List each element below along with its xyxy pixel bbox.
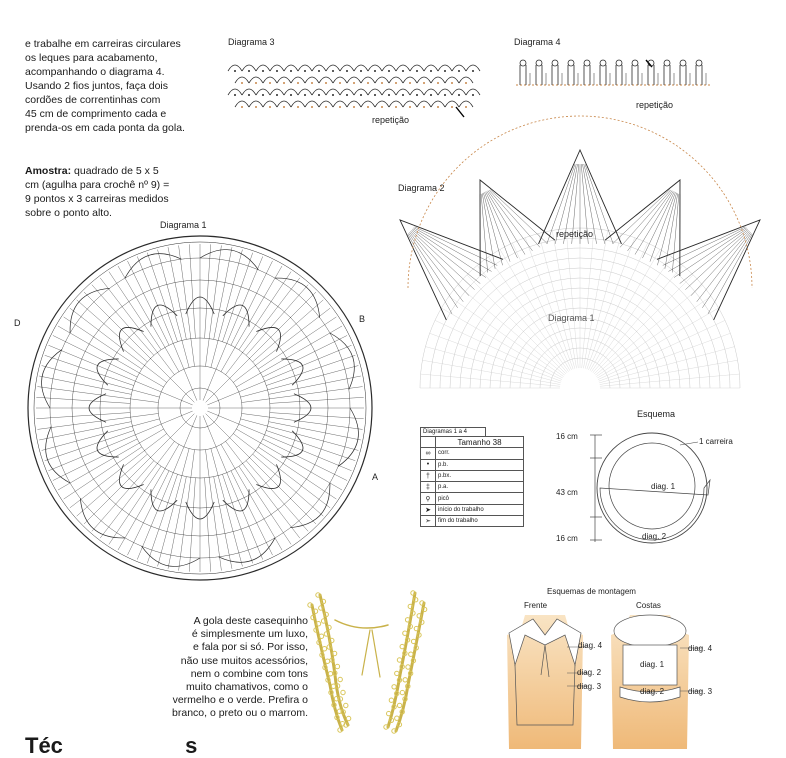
diagram3-title: Diagrama 3 — [228, 37, 275, 47]
legend-label: início do trabalho — [436, 504, 524, 515]
legend-label: p.bx. — [436, 470, 524, 481]
legend-label: picô — [436, 493, 524, 504]
diagram1-chart — [20, 228, 380, 588]
diagram2-chart — [390, 150, 770, 390]
back-diag2-label: diag. 2 — [640, 687, 664, 696]
legend-symbol: ∞ — [421, 448, 436, 459]
legend-row — [421, 459, 524, 470]
diagram4-title: Diagrama 4 — [514, 37, 561, 47]
back-diag3-label: diag. 3 — [688, 687, 712, 696]
front-diag3-label: diag. 3 — [577, 682, 601, 691]
legend-symbol-col-empty — [421, 437, 436, 448]
legend-label: p.b. — [436, 459, 524, 470]
diagram4-chart — [516, 55, 716, 100]
legend-symbol: ➣ — [421, 516, 436, 527]
esquema-dim-bottom: 16 cm — [556, 534, 578, 543]
legend-symbol: ϙ — [421, 493, 436, 504]
legend-row — [421, 448, 524, 459]
back-diag1-label: diag. 1 — [640, 660, 664, 669]
esquema-diag2-label: diag. 2 — [642, 532, 666, 541]
back-diag4-label: diag. 4 — [688, 644, 712, 653]
diagram1-title: Diagrama 1 — [160, 220, 207, 230]
diagram3-repeat-label: repetição — [372, 115, 409, 125]
front-diag4-label: diag. 4 — [578, 641, 602, 650]
diagram1-marker-b: B — [359, 314, 365, 324]
esquema-diag1-label: diag. 1 — [651, 482, 675, 491]
legend-symbol: • — [421, 459, 436, 470]
diagram1-marker-a: A — [372, 472, 378, 482]
amostra-body: cm (agulha para crochê nº 9) = 9 pontos x 3 carreiras medidos sobre o ponto alto. — [25, 178, 220, 220]
legend-label: corr. — [436, 448, 524, 459]
legend-row — [421, 470, 524, 481]
diagram2-title: Diagrama 2 — [398, 183, 445, 193]
diagram2-repeat-label: repetição — [556, 229, 593, 239]
intro-paragraph: e trabalhe em carreiras circulares os leques para acabamento, acompanhando o diagrama 4. Usando 2 fios juntos, faça dois cordões de correntinhas com 45 cm de comprimento cada e prenda-os em cada ponta da gola. — [25, 37, 215, 135]
front-diag2-label: diag. 2 — [577, 668, 601, 677]
legend-row — [421, 493, 524, 504]
garment-photo — [300, 585, 440, 735]
end-arrow-icon — [456, 107, 464, 117]
legend-symbol: ‡ — [421, 482, 436, 493]
amostra-label: Amostra: — [25, 165, 71, 177]
caption-paragraph: A gola deste casequinho é simplesmente um luxo, e fala por si só. Por isso, não use muitos acessórios, nem o combine com tons muito chamativos, como o vermelho e o verde. Prefira o branco, o preto ou o marrom. — [170, 615, 308, 721]
legend-row — [421, 482, 524, 493]
legend-symbol: ➤ — [421, 504, 436, 515]
footer-heading-fragment: Téc s — [25, 735, 197, 757]
esquema-dim-top: 16 cm — [556, 432, 578, 441]
esquema-dim-mid: 43 cm — [556, 488, 578, 497]
esquema-carreira-label: 1 carreira — [699, 437, 733, 446]
montagem-back-label: Costas — [636, 601, 661, 610]
diagram2-inner-label: Diagrama 1 — [548, 313, 595, 323]
diagram3-chart — [228, 55, 478, 115]
legend-size: Tamanho 38 — [436, 437, 524, 448]
legend-table — [420, 427, 524, 527]
esquema-title: Esquema — [637, 409, 675, 419]
legend-row — [421, 504, 524, 515]
legend-label: fim do trabalho — [436, 516, 524, 527]
montagem-drawing — [495, 605, 725, 749]
diagram4-repeat-label: repetição — [636, 100, 673, 110]
diagram1-marker-d: D — [14, 318, 21, 328]
legend-label: p.a. — [436, 482, 524, 493]
legend-row — [421, 516, 524, 527]
legend-symbol: † — [421, 470, 436, 481]
montagem-front-label: Frente — [524, 601, 547, 610]
montagem-title: Esquemas de montagem — [547, 587, 636, 596]
legend-header: Diagramas 1 a 4 — [420, 427, 486, 436]
amostra-first-line: quadrado de 5 x 5 — [71, 165, 159, 177]
